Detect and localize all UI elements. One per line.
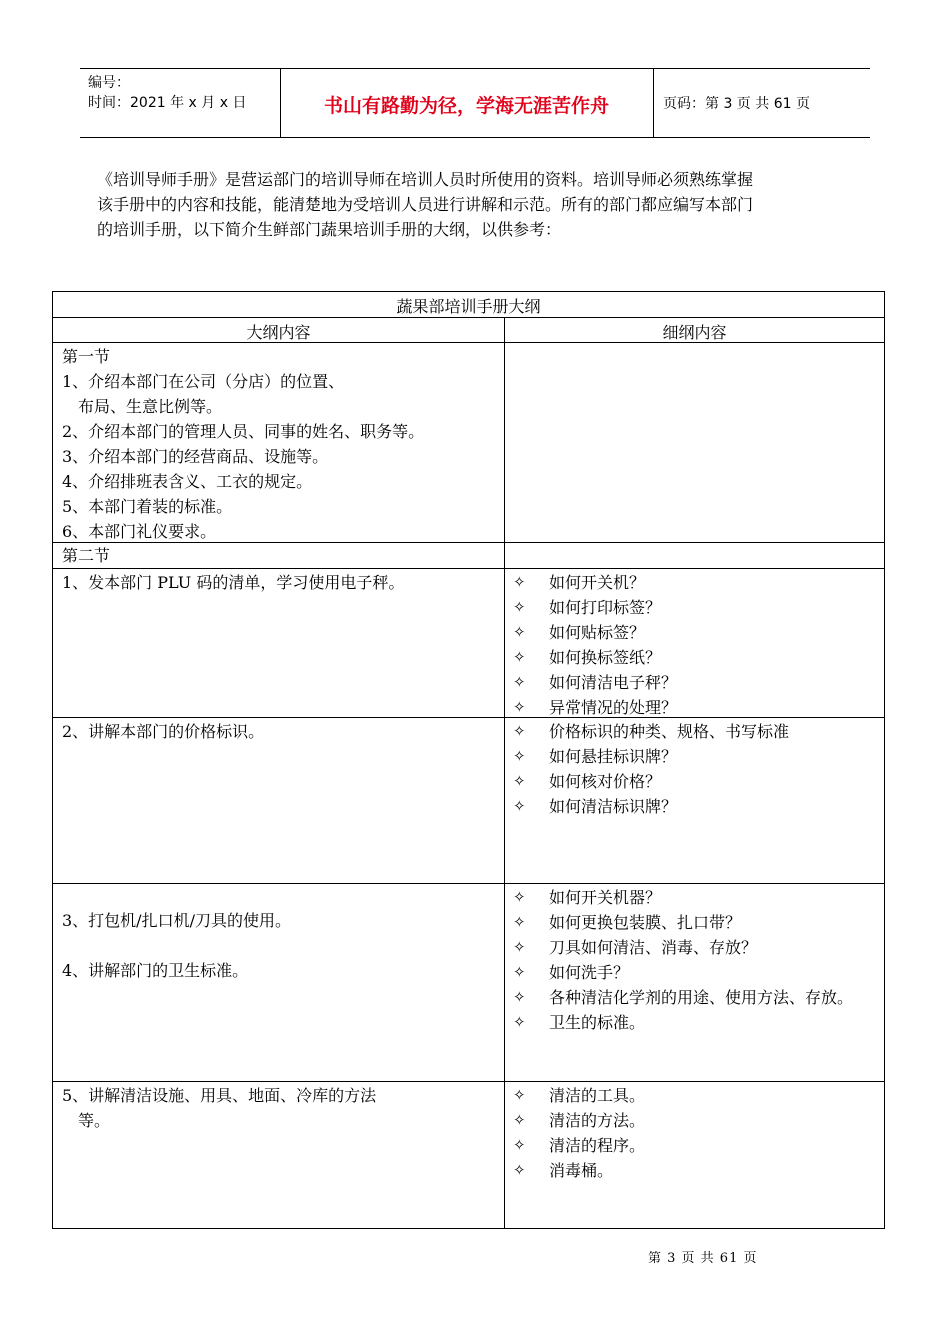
table-row-section2-heading — [52, 542, 885, 568]
detail-item: ✧ 异常情况的处理？ — [513, 695, 884, 720]
intro-line: 的培训手册，以下简介生鲜部门蔬果培训手册的大纲，以供参考： — [97, 220, 562, 239]
detail-item: ✧ 如何开关机？ — [513, 570, 884, 595]
diamond-bullet-icon: ✧ — [513, 623, 526, 641]
detail-item: ✧ 清洁的工具。 — [513, 1083, 884, 1108]
outline-item: 6、本部门礼仪要求。 — [62, 522, 217, 541]
outline-item: 5、本部门着装的标准。 — [62, 497, 233, 516]
detail-item: ✧ 如何清洁标识牌？ — [513, 794, 884, 819]
col-header-outline: 大纲内容 — [246, 323, 311, 342]
diamond-bullet-icon: ✧ — [513, 673, 526, 691]
outline-item: 2、介绍本部门的管理人员、同事的姓名、职务等。 — [62, 422, 425, 441]
header-page-info: 页码：第 3 页 共 61 页 — [663, 96, 810, 112]
outline-item: 4、介绍排班表含义、工衣的规定。 — [62, 472, 313, 491]
detail-item: ✧ 如何更换包装膜、扎口带？ — [513, 910, 884, 935]
diamond-bullet-icon: ✧ — [513, 772, 526, 790]
code-label: 编号： — [88, 75, 130, 91]
detail-item: ✧ 卫生的标准。 — [513, 1010, 884, 1035]
outline-cell — [53, 1082, 504, 1228]
header-meta — [88, 73, 246, 113]
detail-item: ✧ 各种清洁化学剂的用途、使用方法、存放。 — [513, 985, 884, 1010]
intro-line: 该手册中的内容和技能，能清楚地为受培训人员进行讲解和示范。所有的部门都应编写本部门 — [97, 195, 754, 214]
intro-paragraph — [97, 167, 887, 242]
header-divider — [653, 69, 654, 137]
detail-item: ✧ 清洁的程序。 — [513, 1133, 884, 1158]
diamond-bullet-icon: ✧ — [513, 988, 526, 1006]
detail-item: ✧ 消毒桶。 — [513, 1158, 884, 1183]
detail-item: ✧ 如何开关机器？ — [513, 885, 884, 910]
outline-item: 布局、生意比例等。 — [78, 397, 223, 416]
section1-detail — [504, 343, 884, 542]
header-motto: 书山有路勤为径，学海无涯苦作舟 — [323, 95, 609, 117]
table-row — [52, 883, 885, 1081]
diamond-bullet-icon: ✧ — [513, 913, 526, 931]
detail-cell — [504, 884, 884, 1081]
diamond-bullet-icon: ✧ — [513, 1111, 526, 1129]
diamond-bullet-icon: ✧ — [513, 938, 526, 956]
diamond-bullet-icon: ✧ — [513, 598, 526, 616]
detail-item: ✧ 如何核对价格？ — [513, 769, 884, 794]
intro-line: 《培训导师手册》是营运部门的培训导师在培训人员时所使用的资料。培训导师必须熟练掌握 — [97, 170, 754, 189]
detail-cell — [504, 569, 884, 717]
table-header-row — [52, 317, 885, 342]
section1-outline — [53, 343, 504, 542]
outline-item: 3、介绍本部门的经营商品、设施等。 — [62, 447, 329, 466]
section-heading: 第一节 — [62, 347, 111, 366]
detail-item: ✧ 如何悬挂标识牌？ — [513, 744, 884, 769]
diamond-bullet-icon: ✧ — [513, 1136, 526, 1154]
page-header — [80, 68, 870, 138]
table-title: 蔬果部培训手册大纲 — [396, 297, 541, 316]
diamond-bullet-icon: ✧ — [513, 1013, 526, 1031]
diamond-bullet-icon: ✧ — [513, 1086, 526, 1104]
col-header-detail: 细纲内容 — [504, 318, 884, 342]
diamond-bullet-icon: ✧ — [513, 1161, 526, 1179]
detail-item: ✧ 如何清洁电子秤？ — [513, 670, 884, 695]
outline-item: 2、讲解本部门的价格标识。 — [62, 722, 265, 741]
detail-item: ✧ 价格标识的种类、规格、书写标准 — [513, 719, 884, 744]
table-row — [52, 1081, 885, 1229]
diamond-bullet-icon: ✧ — [513, 888, 526, 906]
detail-item: ✧ 如何洗手？ — [513, 960, 884, 985]
diamond-bullet-icon: ✧ — [513, 797, 526, 815]
diamond-bullet-icon: ✧ — [513, 698, 526, 716]
time-label: 时间：2021 年 x 月 x 日 — [88, 95, 247, 111]
diamond-bullet-icon: ✧ — [513, 747, 526, 765]
detail-cell — [504, 718, 884, 883]
table-row-section1 — [52, 342, 885, 542]
diamond-bullet-icon: ✧ — [513, 573, 526, 591]
diamond-bullet-icon: ✧ — [513, 648, 526, 666]
table-row — [52, 717, 885, 883]
detail-item: ✧ 如何贴标签？ — [513, 620, 884, 645]
section2-detail — [504, 543, 884, 568]
outline-item: 4、讲解部门的卫生标准。 — [62, 961, 249, 980]
outline-cell — [53, 884, 504, 1081]
detail-item: ✧ 如何换标签纸？ — [513, 645, 884, 670]
footer-page-number: 第 3 页 共 61 页 — [648, 1251, 758, 1266]
detail-item: ✧ 如何打印标签？ — [513, 595, 884, 620]
detail-cell — [504, 1082, 884, 1228]
outline-table — [52, 291, 885, 1229]
table-title-row — [52, 291, 885, 317]
detail-item: ✧ 刀具如何清洁、消毒、存放？ — [513, 935, 884, 960]
section2-outline — [53, 543, 504, 568]
outline-item: 3、打包机/扎口机/刀具的使用。 — [62, 911, 291, 930]
diamond-bullet-icon: ✧ — [513, 722, 526, 740]
detail-item: ✧ 清洁的方法。 — [513, 1108, 884, 1133]
outline-cell — [53, 718, 504, 883]
spacer — [62, 933, 504, 958]
outline-item: 1、发本部门 PLU 码的清单，学习使用电子秤。 — [62, 573, 405, 592]
diamond-bullet-icon: ✧ — [513, 963, 526, 981]
outline-item: 等。 — [78, 1111, 111, 1130]
outline-item: 1、介绍本部门在公司（分店）的位置、 — [62, 372, 345, 391]
section-heading: 第二节 — [62, 546, 111, 565]
table-row — [52, 568, 885, 717]
outline-cell — [53, 569, 504, 717]
outline-item: 5、讲解清洁设施、用具、地面、冷库的方法 — [62, 1086, 377, 1105]
